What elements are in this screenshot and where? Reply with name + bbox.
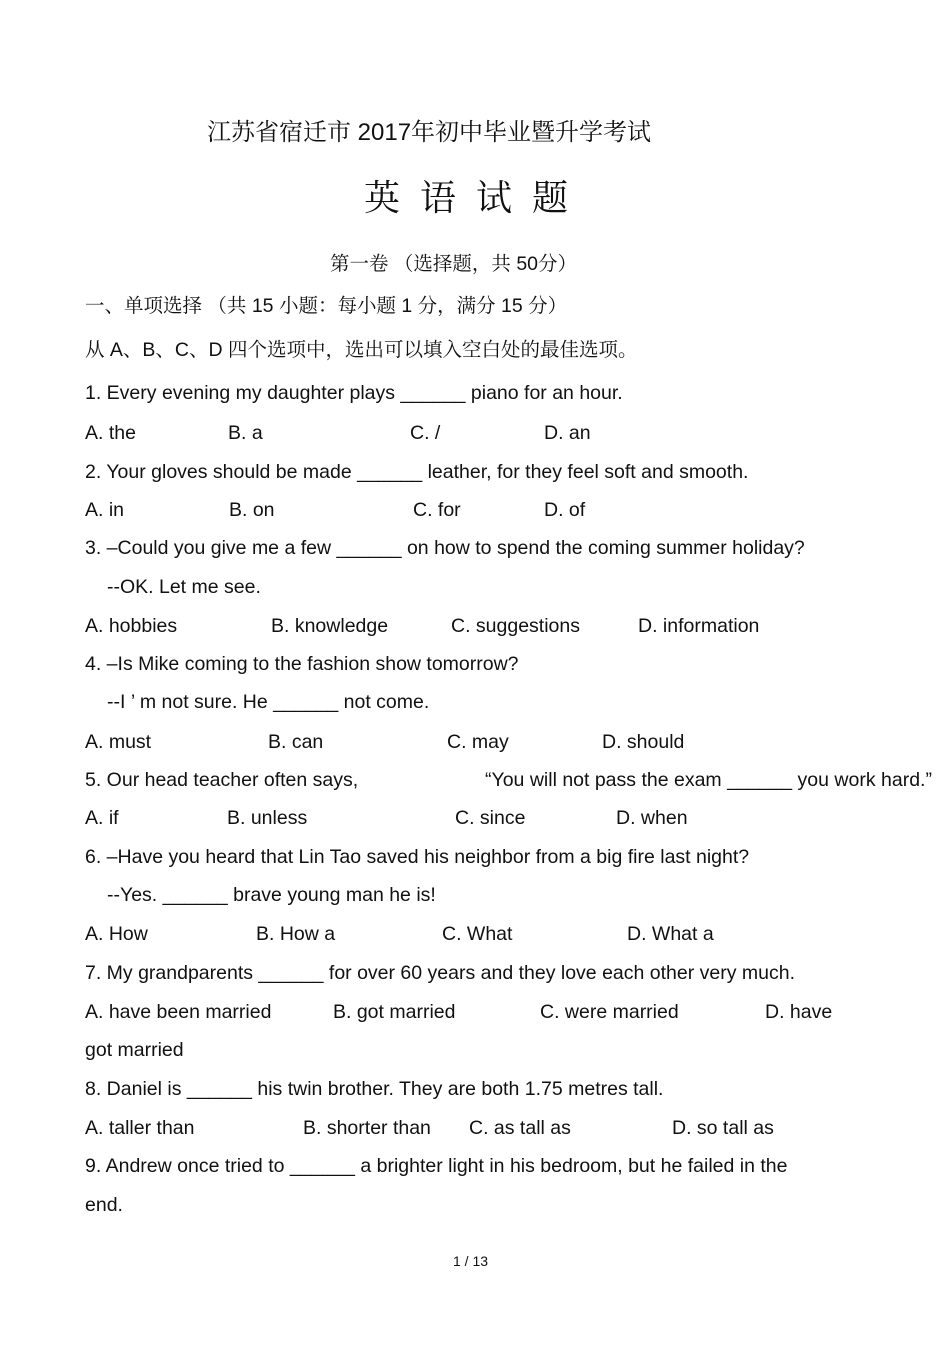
option-b: B. a (228, 422, 263, 444)
option-a: A. taller than (85, 1117, 195, 1139)
question-reply: --OK. Let me see. (107, 576, 261, 598)
option-d: D. of (544, 499, 586, 521)
option-c: C. / (410, 422, 441, 444)
option-a: A. hobbies (85, 615, 178, 637)
question-stem: 9. Andrew once tried to ______ a brighter light in his bedroom, but he failed in the (85, 1155, 788, 1177)
question-stem: 8. Daniel is ______ his twin brother. They are both 1.75 metres tall. (85, 1078, 664, 1100)
question-stem: 3. –Could you give me a few ______ on how to spend the coming summer holiday? (85, 537, 805, 559)
option-c: C. for (413, 499, 461, 521)
question-stem: 1. Every evening my daughter plays ______ piano for an hour. (85, 382, 623, 404)
question-stem: 2. Your gloves should be made ______ leather, for they feel soft and smooth. (85, 461, 749, 483)
question-stem: 5. Our head teacher often says, (85, 769, 359, 791)
question-stem: 4. –Is Mike coming to the fashion show tomorrow? (85, 653, 519, 675)
question-reply: --I ’ m not sure. He ______ not come. (107, 691, 430, 713)
option-b: B. on (229, 499, 275, 521)
question-reply: --Yes. ______ brave young man he is! (107, 884, 436, 906)
page-number: 1 / 13 (453, 1253, 489, 1269)
subject-title: 英语试题 (364, 177, 589, 218)
question-stem: 7. My grandparents ______ for over 60 years and they love each other very much. (85, 962, 795, 984)
option-d: D. an (544, 422, 591, 444)
option-d: D. What a (627, 923, 714, 945)
option-b: B. How a (256, 923, 336, 945)
option-a: A. must (85, 731, 152, 753)
option-c: C. may (447, 731, 509, 753)
option-d: D. have (765, 1001, 833, 1023)
option-b: B. unless (227, 807, 308, 829)
option-c: C. were married (540, 1001, 679, 1023)
option-c: C. as tall as (469, 1117, 571, 1139)
part-heading: 一、单项选择 （共 15 小题：每小题 1 分，满分 15 分） (85, 295, 568, 317)
option-d: D. so tall as (672, 1117, 774, 1139)
volume-heading: 第一卷 （选择题，共 50分） (330, 253, 578, 275)
option-a: A. in (85, 499, 125, 521)
option-a: A. if (85, 807, 119, 829)
option-a: A. How (85, 923, 148, 945)
option-a: A. have been married (85, 1001, 272, 1023)
option-d-continued: got married (85, 1039, 184, 1061)
option-d: D. when (616, 807, 688, 829)
option-b: B. knowledge (271, 615, 389, 637)
option-a: A. the (85, 422, 136, 444)
option-c: C. suggestions (451, 615, 580, 637)
option-c: C. since (455, 807, 526, 829)
exam-title: 江苏省宿迁市 2017年初中毕业暨升学考试 (207, 119, 652, 146)
option-b: B. shorter than (303, 1117, 431, 1139)
question-quote: “You will not pass the exam ______ you work hard.” (485, 769, 932, 791)
option-c: C. What (442, 923, 513, 945)
question-stem-continued: end. (85, 1194, 123, 1216)
question-stem: 6. –Have you heard that Lin Tao saved his neighbor from a big fire last night? (85, 846, 750, 868)
option-d: D. should (602, 731, 685, 753)
option-d: D. information (638, 615, 760, 637)
option-b: B. got married (333, 1001, 456, 1023)
instruction-text: 从 A、B、C、D 四个选项中，选出可以填入空白处的最佳选项。 (85, 339, 638, 361)
option-b: B. can (268, 731, 324, 753)
